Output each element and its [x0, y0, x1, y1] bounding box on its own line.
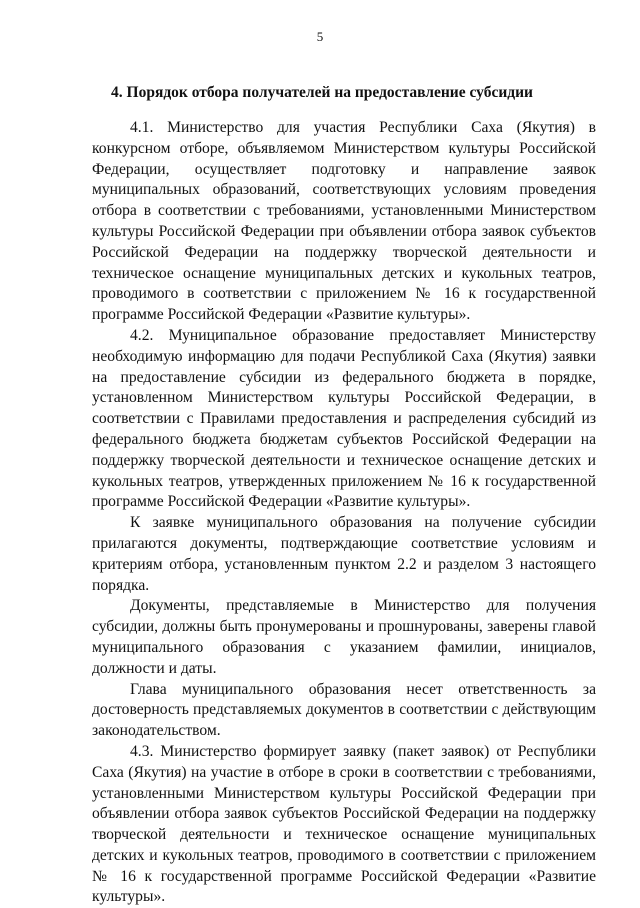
paragraph-documents: Документы, представляемые в Министерство для получения субсидии, должны быть пронумерованы и прошнурованы, заверены главой муниципального образования с указанием фамилии, инициалов, должности и даты. — [92, 597, 596, 677]
page-number: 5 — [316, 29, 324, 44]
paragraph-4-1: 4.1. Министерство для участия Республики Саха (Якутия) в конкурсном отборе, объявляемом Министерством культуры Российской Федерации, осуществляет подготовку и направление заявок муниципальных образований, соответствующих условиям проведения отбора в соответствии с требованиями, установленными Министерством культуры Российской Федерации при объявлении отбора заявок субъектов Российской Федерации на поддержку творческой деятельности и техническое оснащение муниципальных детских и кукольных театров, проводимого в соответствии с приложением № 16 к государственной программе Российской Федерации «Развитие культуры». — [92, 119, 596, 324]
paragraph-attachments: К заявке муниципального образования на получение субсидии прилагаются документы, подтверждающие соответствие условиям и критериям отбора, установленным пунктом 2.2 и разделом 3 настоящего порядка. — [92, 514, 596, 594]
paragraph-4-2: 4.2. Муниципальное образование предоставляет Министерству необходимую информацию для подачи Республикой Саха (Якутия) заявки на предоставление субсидии из федерального бюджета в порядке, установленном Министерством культуры Российской Федерации, в соответствии с Правилами предоставления и распределения субсидий из федерального бюджета бюджетам субъектов Российской Федерации на поддержку творческой деятельности и техническое оснащение детских и кукольных театров, утвержденных приложением № 16 к государственной программе Российской Федерации «Развитие культуры». — [92, 326, 596, 511]
section-body — [92, 118, 596, 908]
paragraph-responsibility: Глава муниципального образования несет ответственность за достоверность представляемых документов в соответствии с действующим законодательством. — [92, 680, 596, 740]
paragraph-4-3: 4.3. Министерство формирует заявку (пакет заявок) от Республики Саха (Якутия) на участие в отборе в сроки в соответствии с требованиями, установленными Министерством культуры Российской Федерации при объявлении отбора заявок субъектов Российской Федерации на поддержку творческой деятельности и техническое оснащение муниципальных детских и кукольных театров, проводимого в соответствии с приложением № 16 к государственной программе Российской Федерации «Развитие культуры». — [92, 742, 596, 906]
section-heading: 4. Порядок отбора получателей на предоставление субсидии — [111, 84, 533, 101]
